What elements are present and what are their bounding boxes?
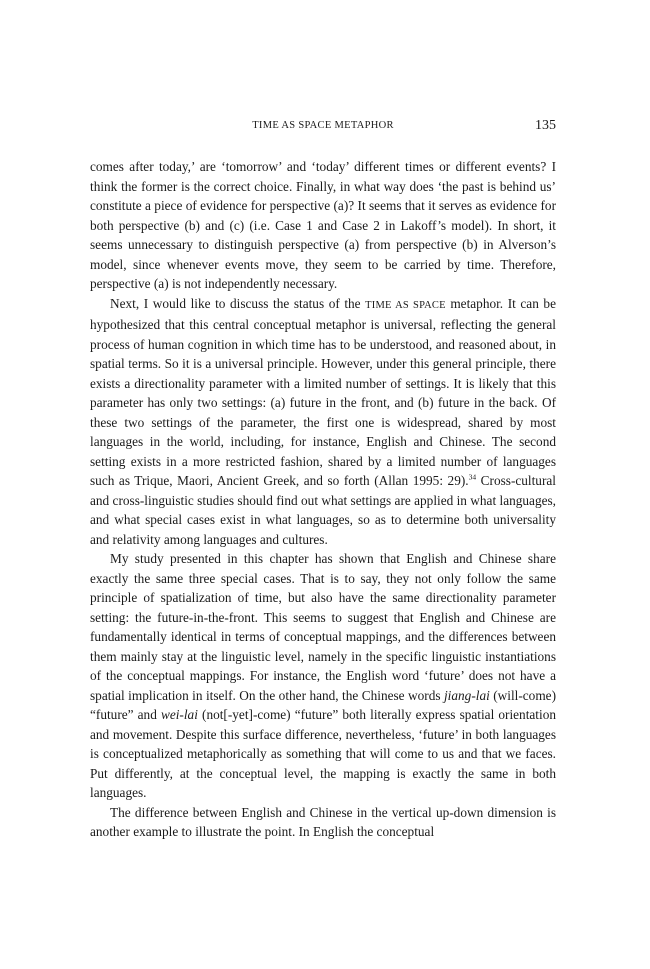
paragraph-1: comes after today,’ are ‘tomorrow’ and ‘today’ different times or different events? I think the former is the correct choice. Finally, in what way does ‘the past is behind us’ constitute a piece of evidence for perspective (a)? It seems that it serves as evidence for both perspective (b) and (c) (i.e. Case 1 and Case 2 in Lakoff’s model). In short, it seems unnecessary to distinguish perspective (a) from perspective (b) in Alverson’s model, since whenever events move, they seem to be carried by time. Therefore, perspective (a) is not independently necessary.	[90, 159, 556, 291]
running-header	[90, 119, 556, 135]
chinese-term-wei-lai: wei-lai	[160, 707, 198, 722]
paragraph-3	[90, 549, 556, 803]
footnote-marker: 34	[468, 472, 477, 482]
chinese-term-jiang-lai: jiang-lai	[443, 687, 490, 703]
paragraph-2-text-a: Next, I would like to discuss the status of the	[110, 295, 366, 311]
paragraph-3-text-a: My study presented in this chapter has shown that English and Chinese share exactly the same three special cases. That is to say, they not only follow the same principle of spatialization of time, but also have the same directionality parameter setting: the future-in-the-front. This seems to suggest that English and Chinese are fundamentally identical in terms of conceptual mappings, and the differences between them mainly stay at the linguistic level, namely in the specific linguistic instantiations of the conceptual mappings. For instance, the English word ‘future’ does not have a spatial implication in itself. On the other hand, the Chinese words	[90, 551, 556, 703]
running-title: TIME AS SPACE METAPHOR	[252, 120, 394, 131]
page-number: 135	[535, 118, 556, 133]
paragraph-4: The difference between English and Chinese in the vertical up-down dimension is another example to illustrate the point. In English the conceptual	[90, 804, 556, 839]
paragraph-2-text-c: Cross-cultural and cross-linguistic studies should find out what settings are applied in what languages, and what special cases exist in what languages, so as to determine both universality and relativity among languages and cultures.	[90, 473, 556, 547]
paragraph-3-text-c: (not[-yet]-come) “future” both literally express spatial orientation and movement. Despite this surface difference, nevertheless, ‘future’ in both languages is conceptualized metaphorically as something that will come to us and that we faces. Put differently, at the conceptual level, the mapping is exactly the same in both languages.	[90, 707, 556, 800]
body-text	[90, 157, 556, 842]
paragraph-2	[90, 294, 556, 550]
paragraph-3-text-b: (will-come) “future” and	[90, 687, 557, 722]
paragraph-2-text-b: metaphor. It can be hypothesized that this central conceptual metaphor is universal, reflecting the general process of human cognition in which time has to be understood, and reasoned about, in spatial terms. So it is a universal principle. However, under this general principle, there exists a directionality parameter with a limited number of settings. It is likely that this parameter has only two settings: (a) future in the front, and (b) future in the back. Of these two settings of the parameter, the first one is widespread, shared by most languages in the world, including, for instance, English and Chinese. The second setting exists in a more restricted fashion, shared by a limited number of languages such as Trique, Maori, Ancient Greek, and so forth (Allan 1995: 29).	[90, 295, 556, 488]
small-caps-term: TIME AS SPACE	[365, 299, 446, 311]
